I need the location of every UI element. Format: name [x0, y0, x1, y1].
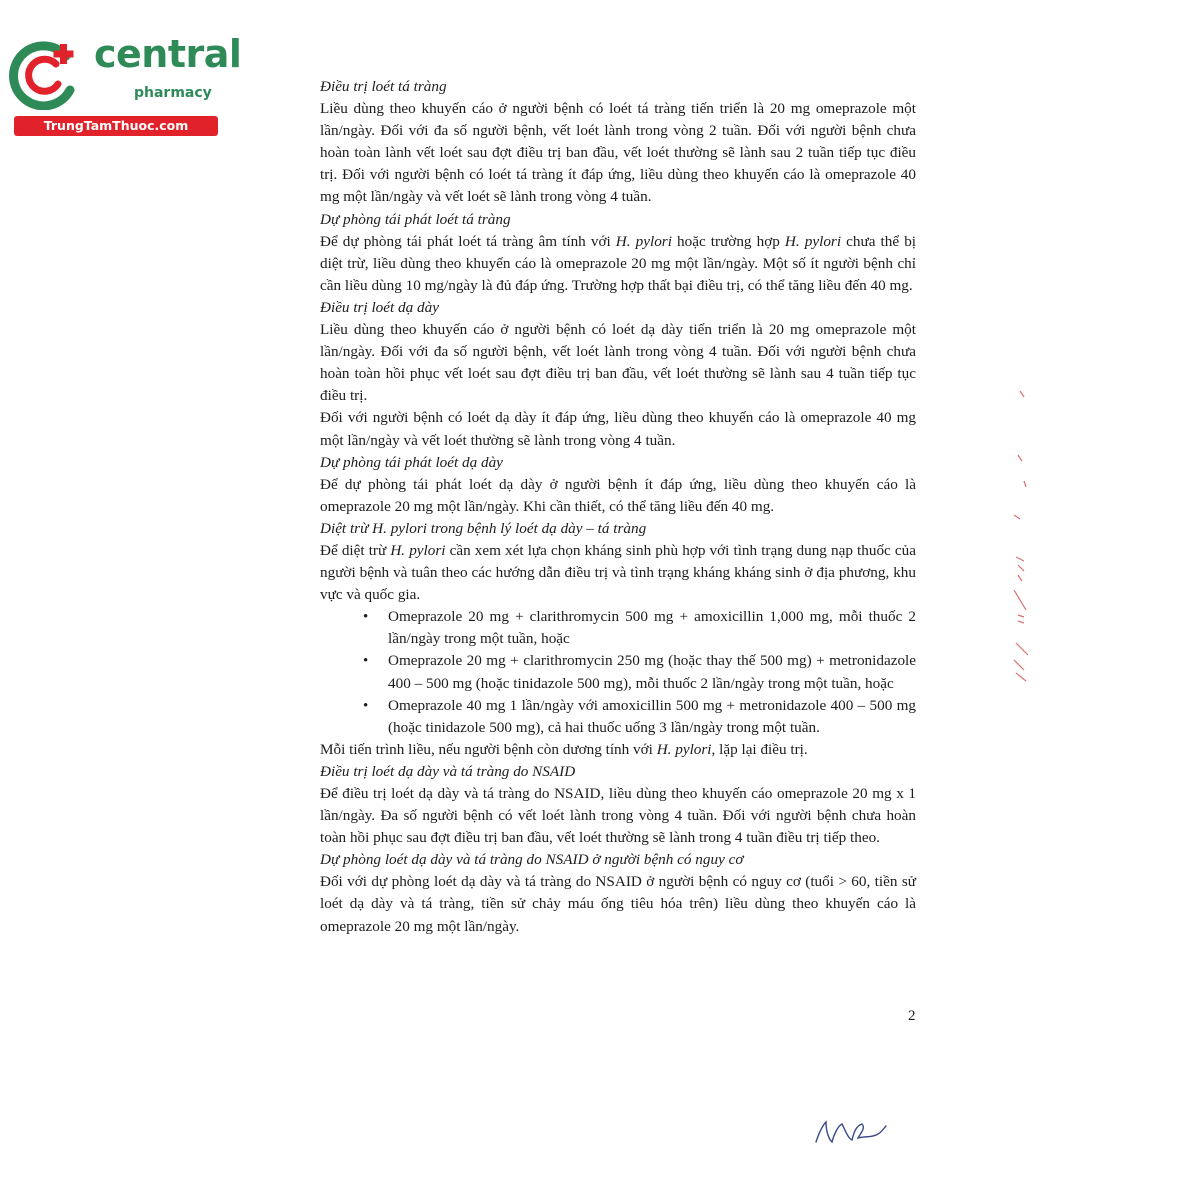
species-name: H. pylori: [656, 740, 712, 758]
central-pharmacy-logo: [8, 32, 242, 138]
central-pharmacy-logo-icon: [8, 38, 88, 110]
section-paragraph: Đối với người bệnh có loét dạ dày ít đáp ứng, liều dùng theo khuyến cáo là omeprazole 40 mg một lần/ngày và vết loét thường sẽ lành trong vòng 4 tuần.: [320, 409, 916, 449]
section-heading: Dự phòng tái phát loét dạ dày: [320, 453, 503, 471]
page-number: 2: [908, 1008, 916, 1024]
regimen-list-item: • Omeprazole 40 mg 1 lần/ngày với amoxicillin 500 mg + metronidazole 400 – 500 mg (hoặc tinidazole 500 mg), cả hai thuốc uống 3 lần/ngày trong một tuần.: [388, 695, 916, 739]
section-paragraph: Liều dùng theo khuyến cáo ở người bệnh có loét dạ dày tiến triển là 20 mg omeprazole một lần/ngày. Đối với đa số người bệnh, vết loét lành trong vòng 4 tuần. Đối với người bệnh chưa hoàn toàn hồi phục vết loét sau đợt điều trị ban đầu, vết loét thường sẽ lành sau 4 tuần tiếp tục điều trị.: [320, 321, 916, 405]
section-paragraph: Để điều trị loét dạ dày và tá tràng do NSAID, liều dùng theo khuyến cáo omeprazole 20 mg x 1 lần/ngày. Đa số người bệnh có vết loét lành trong vòng 4 tuần. Đối với người bệnh chưa hoàn toàn hồi phục sau đợt điều trị ban đầu, vết loét thường sẽ lành trong 4 tuần điều trị tiếp theo.: [320, 785, 916, 847]
section-heading: Điều trị loét tá tràng: [320, 78, 447, 95]
section-heading: Dự phòng tái phát loét tá tràng: [320, 210, 511, 228]
document-body: [320, 76, 916, 938]
species-name: H. pylori: [784, 232, 842, 250]
regimen-list-item: • Omeprazole 20 mg + clarithromycin 250 mg (hoặc thay thế 500 mg) + metronidazole 400 – 500 mg (hoặc tinidazole 500 mg), mỗi thuốc 2 lần/ngày trong một tuần, hoặc: [388, 650, 916, 694]
section-heading: Diệt trừ H. pylori trong bệnh lý loét dạ dày – tá tràng: [320, 519, 647, 537]
section-heading: Dự phòng loét dạ dày và tá tràng do NSAID ở người bệnh có nguy cơ: [320, 851, 744, 869]
section-paragraph: Để dự phòng tái phát loét dạ dày ở người bệnh ít đáp ứng, liều dùng theo khuyến cáo là omeprazole 20 mg một lần/ngày. Khi cần thiết, có thể tăng liều đến 40 mg.: [320, 475, 916, 515]
section-paragraph: Mỗi tiến trình liều, nếu người bệnh còn dương tính với H. pylori, lặp lại điều trị.: [320, 740, 808, 758]
red-stamp-marks: [1004, 385, 1040, 690]
species-name: H. pylori: [615, 232, 672, 250]
section-paragraph: Để diệt trừ H. pylori cần xem xét lựa chọn kháng sinh phù hợp với tình trạng dung nạp thuốc của người bệnh và tuân theo các hướng dẫn điều trị và tình trạng kháng kháng sinh ở địa phương, khu vực và quốc gia.: [320, 541, 916, 604]
logo-brand-name: central: [94, 32, 242, 76]
section-heading: Điều trị loét dạ dày: [320, 298, 439, 316]
section-heading: Điều trị loét dạ dày và tá tràng do NSAID: [320, 762, 576, 780]
logo-site-badge: TrungTamThuoc.com: [14, 116, 218, 136]
section-paragraph: Đối với dự phòng loét dạ dày và tá tràng do NSAID ở người bệnh có nguy cơ (tuổi > 60, tiền sử loét dạ dày và tá tràng, tiền sử chảy máu ống tiêu hóa trên) liều dùng theo khuyến cáo là omeprazole 20 mg một lần/ngày.: [320, 873, 916, 935]
species-name: H. pylori: [390, 541, 446, 559]
handwritten-signature: [812, 1112, 892, 1152]
logo-brand-subtitle: pharmacy: [134, 85, 212, 101]
section-paragraph: Để dự phòng tái phát loét tá tràng âm tính với H. pylori hoặc trường hợp H. pylori chưa thể bị diệt trừ, liều dùng theo khuyến cáo là omeprazole 20 mg một lần/ngày. Một số ít người bệnh chỉ cần liều dùng 10 mg/ngày là đủ đáp ứng. Trường hợp thất bại điều trị, có thể tăng liều đến 40 mg.: [320, 232, 917, 294]
section-paragraph: Liều dùng theo khuyến cáo ở người bệnh có loét tá tràng tiến triển là 20 mg omeprazole một lần/ngày. Đối với đa số người bệnh, vết loét lành trong vòng 2 tuần. Đối với người bệnh chưa hoàn toàn lành vết loét sau đợt điều trị ban đầu, vết loét thường sẽ lành sau 2 tuần tiếp tục điều trị. Đối với người bệnh có loét tá tràng ít đáp ứng, liều dùng theo khuyến cáo là omeprazole 40 mg một lần/ngày và vết loét sẽ lành trong vòng 4 tuần.: [320, 100, 916, 206]
regimen-list: [320, 606, 916, 739]
regimen-list-item: • Omeprazole 20 mg + clarithromycin 500 mg + amoxicillin 1,000 mg, mỗi thuốc 2 lần/ngày trong một tuần, hoặc: [388, 606, 916, 650]
